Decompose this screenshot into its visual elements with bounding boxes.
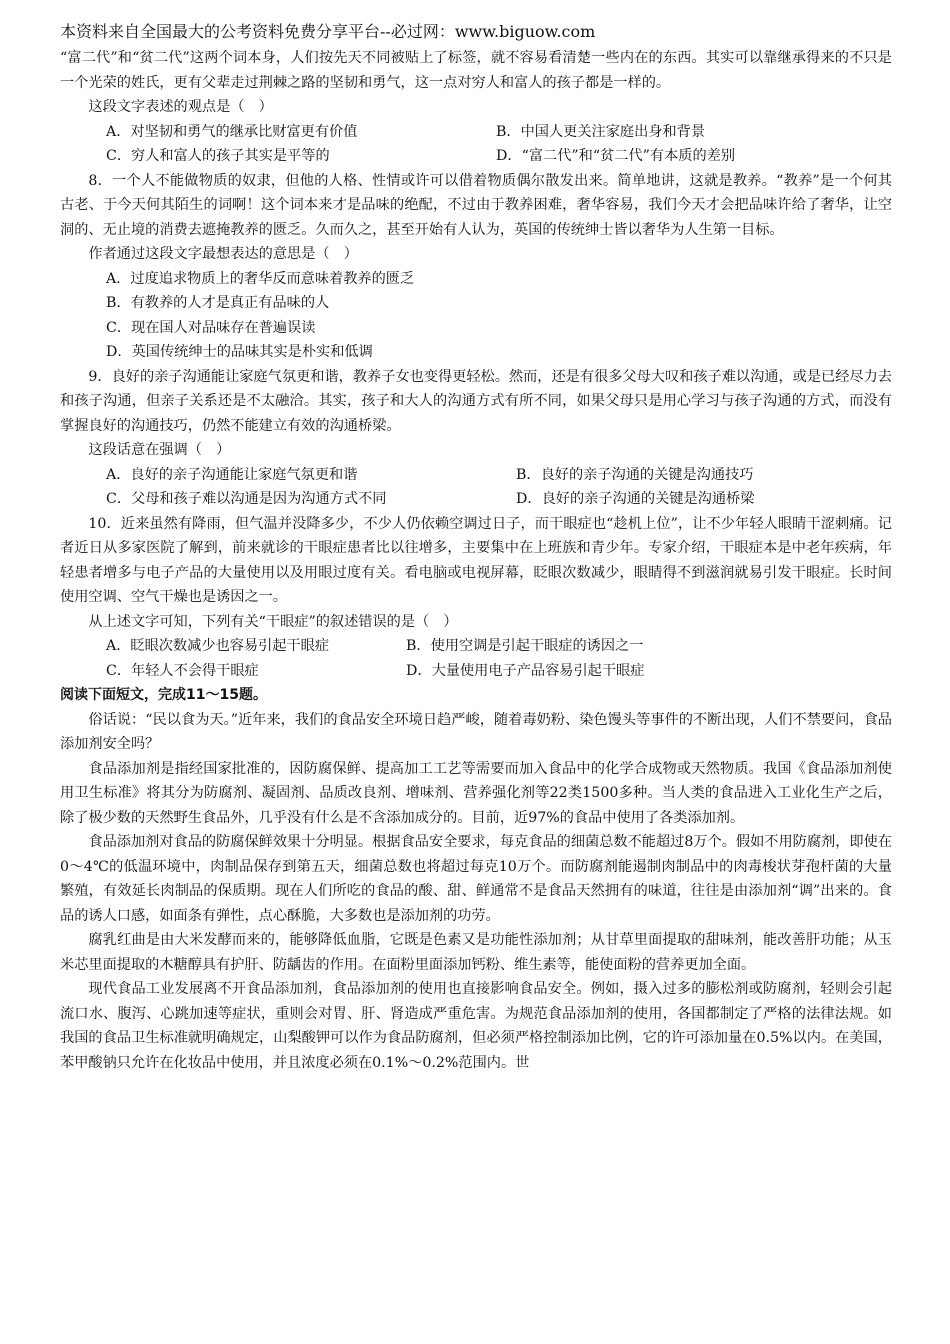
q7-passage: “富二代”和“贫二代”这两个词本身，人们按先天不同被贴上了标签，就不容易看清楚一些内在的东西。其实可以靠继承得来的不只是一个光荣的姓氏，更有父辈走过荆棘之路的坚韧和勇气，这一点对穷人和富人的孩子都是一样的。: [60, 50, 892, 91]
reading-paragraph: 食品添加剂对食品的防腐保鲜效果十分明显。根据食品安全要求，每克食品的细菌总数不能超过8万个。假如不用防腐剂，即使在0～4℃的低温环境中，肉制品保存到第五天，细菌总数也将超过每克10万个。而防腐剂能遏制肉制品中的肉毒梭状芽孢杆菌的大量繁殖，有效延长肉制品的保质期。现在人们所吃的食品的酸、甜、鲜通常不是食品天然拥有的味道，往往是由添加剂“调”出来的。食品的诱人口感，如面条有弹性，点心酥脆，大多数也是添加剂的功劳。: [60, 834, 892, 924]
q8-passage: 8．一个人不能做物质的奴隶，但他的人格、性情或许可以借着物质偶尔散发出来。简单地讲，这就是教养。“教养”是一个何其古老、于今天何其陌生的词啊！这个词本来才是品味的绝配，不过由于教养困难，奢华容易，我们今天才会把品味许给了奢华，让空洞的、无止境的消费去遮掩教养的匮乏。久而久之，甚至开始有人认为，英国的传统绅士皆以奢华为人生第一目标。: [60, 172, 892, 238]
q7-option-b: B．中国人更关注家庭出身和背景: [496, 123, 706, 140]
reading-heading: 阅读下面短文，完成11～15题。: [60, 687, 267, 703]
q7-option-c: C．穷人和富人的孩子其实是平等的: [106, 148, 330, 164]
q7-options: [60, 120, 892, 169]
q10-option-c: C．年轻人不会得干眼症: [106, 662, 259, 679]
q8-option-b: B．有教养的人才是真正有品味的人: [106, 295, 330, 311]
q10-options: [60, 634, 892, 683]
reading-paragraph: 俗话说：“民以食为天。”近年来，我们的食品安全环境日趋严峻，随着毒奶粉、染色馒头等事件的不断出现，人们不禁要问，食品添加剂安全吗？: [60, 711, 892, 752]
q7-option-d: D．“富二代”和“贫二代”有本质的差别: [496, 148, 736, 164]
q9-passage: 9．良好的亲子沟通能让家庭气氛更和谐，教养子女也变得更轻松。然而，还是有很多父母大叹和孩子难以沟通，或是已经尽力去和孩子沟通，但亲子关系还是不太融洽。其实，孩子和大人的沟通方式有所不同，如果父母只是用心学习与孩子沟通的方式，而没有掌握良好的沟通技巧，仍然不能建立有效的沟通桥梁。: [60, 368, 892, 434]
source-header: 本资料来自全国最大的公考资料免费分享平台--必过网：www.biguow.com: [60, 22, 596, 41]
q9-options: [60, 463, 892, 512]
q9-option-c: C．父母和孩子难以沟通是因为沟通方式不同: [106, 491, 387, 507]
q8-option-a: A．过度追求物质上的奢华反而意味着教养的匮乏: [106, 270, 415, 287]
q9-option-d: D．良好的亲子沟通的关键是沟通桥梁: [516, 491, 755, 507]
q10-option-a: A．眨眼次数减少也容易引起干眼症: [106, 638, 330, 654]
q10-option-b: B．使用空调是引起干眼症的诱因之一: [406, 638, 644, 654]
q10-passage: 10．近来虽然有降雨，但气温并没降多少，不少人仍依赖空调过日子，而干眼症也“趁机上位”，让不少年轻人眼睛干涩刺痛。记者近日从多家医院了解到，前来就诊的干眼症患者比以往增多，主要集中在上班族和青少年。专家介绍，干眼症本是中老年疾病，年轻患者增多与电子产品的大量使用以及用眼过度有关。看电脑或电视屏幕，眨眼次数减少，眼睛得不到滋润就易引发干眼症。长时间使用空调、空气干燥也是诱因之一。: [60, 515, 892, 605]
q8-options: [60, 267, 892, 365]
q9-option-a: A．良好的亲子沟通能让家庭气氛更和谐: [106, 466, 358, 483]
q10-question: 从上述文字可知，下列有关“干眼症”的叙述错误的是（ ）: [88, 613, 458, 630]
q9-option-b: B．良好的亲子沟通的关键是沟通技巧: [516, 466, 754, 483]
q7-question: 这段文字表述的观点是（ ）: [88, 99, 273, 115]
document-page: [60, 20, 892, 1075]
q8-option-c: C．现在国人对品味存在普遍误读: [106, 319, 316, 336]
q8-option-d: D．英国传统绅士的品味其实是朴实和低调: [106, 344, 373, 360]
q8-question: 作者通过这段文字最想表达的意思是（ ）: [88, 246, 358, 262]
q10-option-d: D．大量使用电子产品容易引起干眼症: [406, 662, 645, 679]
reading-paragraph: 食品添加剂是指经国家批准的，因防腐保鲜、提高加工工艺等需要而加入食品中的化学合成物或天然物质。我国《食品添加剂使用卫生标准》将其分为防腐剂、凝固剂、品质改良剂、增味剂、营养强化剂等22类1500多种。当人类的食品进入工业化生产之后，除了极少数的天然野生食品外，几乎没有什么是不含添加成分的。目前，近97%的食品中使用了各类添加剂。: [60, 760, 892, 826]
reading-paragraph: 现代食品工业发展离不开食品添加剂，食品添加剂的使用也直接影响食品安全。例如，摄入过多的膨松剂或防腐剂，轻则会引起流口水、腹泻、心跳加速等症状，重则会对胃、肝、肾造成严重危害。为规范食品添加剂的使用，各国都制定了严格的法律法规。如我国的食品卫生标准就明确规定，山梨酸钾可以作为食品防腐剂，但必须严格控制添加比例，它的许可添加量在0.5%以内。在美国，苯甲酸钠只允许在化妆品中使用，并且浓度必须在0.1%～0.2%范围内。世: [60, 981, 892, 1071]
q7-option-a: A．对坚韧和勇气的继承比财富更有价值: [106, 123, 358, 140]
q9-question: 这段话意在强调（ ）: [88, 442, 231, 458]
reading-paragraph: 腐乳红曲是由大米发酵而来的，能够降低血脂，它既是色素又是功能性添加剂；从甘草里面提取的甜味剂，能改善肝功能；从玉米芯里面提取的木糖醇具有护肝、防龋齿的作用。在面粉里面添加钙粉、维生素等，能使面粉的营养更加全面。: [60, 932, 892, 973]
